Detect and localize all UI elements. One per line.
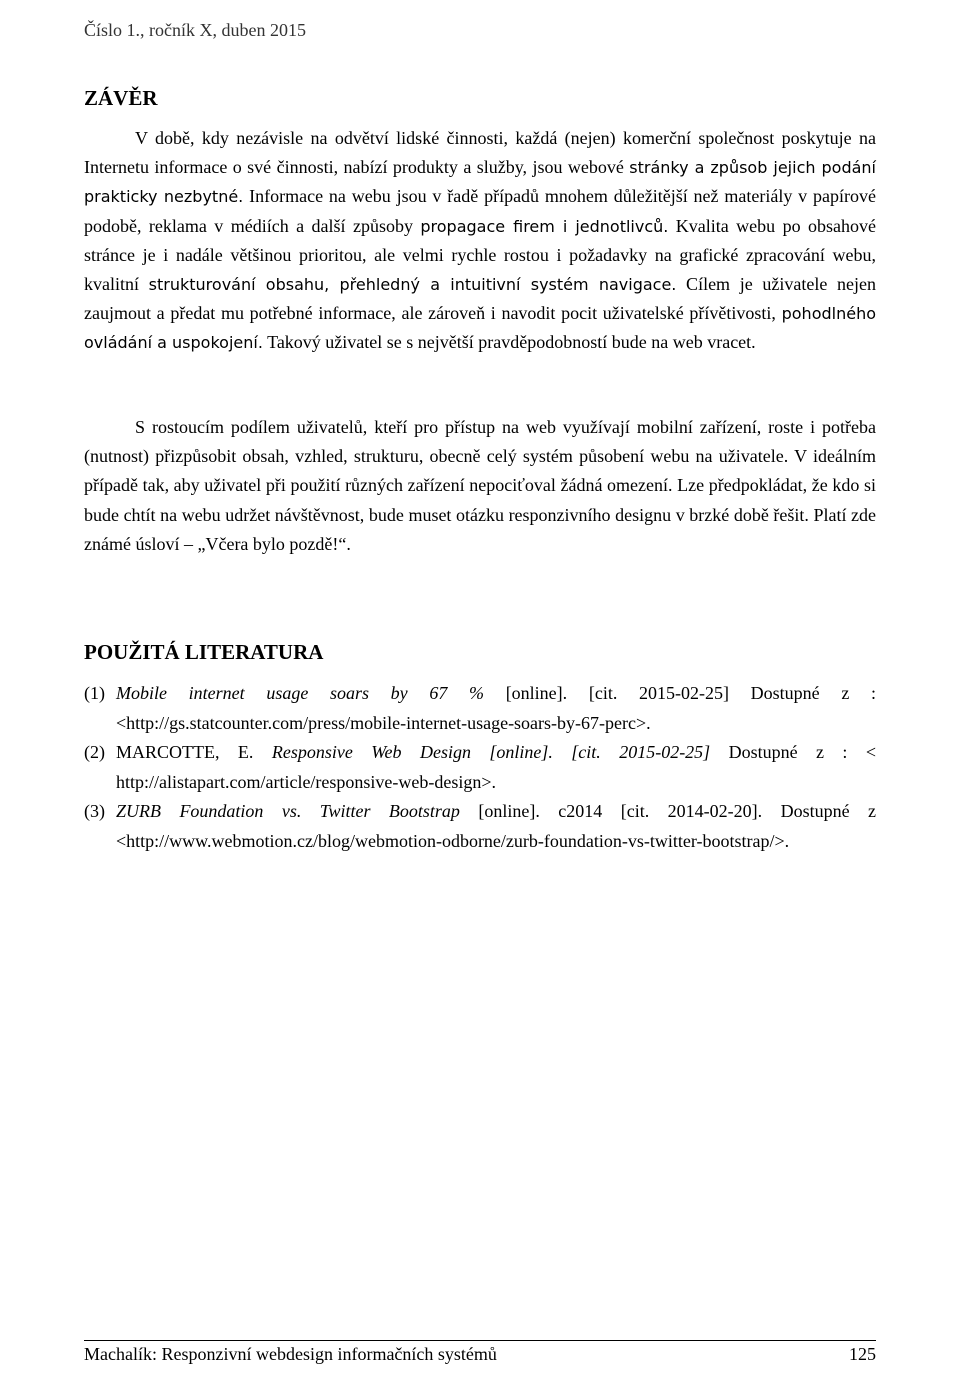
section-title-references: POUŽITÁ LITERATURA xyxy=(84,640,324,664)
reference-list xyxy=(84,679,876,856)
section-title-conclusion: ZÁVĚR xyxy=(84,86,158,110)
reference-title: Mobile internet usage soars by 67 % xyxy=(116,683,485,703)
footer-title: Machalík: Responzivní webdesign informačních systémů xyxy=(84,1344,497,1364)
text-run: Takový uživatel se s největší pravděpodobností bude na web vracet. xyxy=(262,332,756,353)
reference-title: Responsive Web Design [online]. [cit. 2015-02-25] xyxy=(271,742,711,762)
reference-details: [online]. c2014 [cit. 2014-02-20]. Dostupné z <http://www.webmotion.cz/blog/webmotion-odborne/zurb-foundation-vs-twitter-bootstrap/>. xyxy=(116,801,876,851)
page-number: 125 xyxy=(849,1344,876,1364)
running-header: Číslo 1., ročník X, duben 2015 xyxy=(84,20,306,40)
text-run-sans: strukturování obsahu, přehledný a intuitivní systém navigace. xyxy=(148,275,677,295)
reference-item-3 xyxy=(84,797,876,856)
conclusion-paragraph-1 xyxy=(84,124,876,358)
conclusion-paragraph-2: S rostoucím podílem uživatelů, kteří pro přístup na web využívají mobilní zařízení, roste i potřeba (nutnost) přizpůsobit obsah, vzhled, strukturu, obecně celý systém působení webu na uživatele. V ideálním případě tak, aby uživatel při použití různých zařízení nepociťoval žádná omezení. Lze předpokládat, že kdo si bude chtít na webu udržet návštěvnost, bude muset otázku responzivního designu v brzké době řešit. Platí zde známé úsloví – „Včera bylo pozdě!“. xyxy=(84,417,876,554)
reference-title: ZURB Foundation vs. Twitter Bootstrap xyxy=(116,801,460,821)
reference-item-1 xyxy=(84,679,876,738)
reference-number: (2) xyxy=(84,742,105,762)
reference-number: (1) xyxy=(84,683,105,703)
reference-number: (3) xyxy=(84,801,105,821)
text-run-sans: pohodlného ovládání a uspokojení. xyxy=(84,304,876,353)
text-run-sans: stránky a způsob jejich podání prakticky nezbytné. xyxy=(84,158,876,207)
text-run: Cílem je uživatele nejen zaujmout a předat mu potřebné informace, ale zároveň i navodit pocit uživatelské přívětivosti, xyxy=(84,274,877,324)
reference-details: Dostupné z : < http://alistapart.com/article/responsive-web-design>. xyxy=(116,742,876,792)
text-run: Informace na webu jsou v řadě případů mnohem důležitější než materiály v papírové podobě, reklama v médiích a další způsoby xyxy=(84,186,876,236)
footer-rule xyxy=(84,1340,876,1341)
reference-item-2 xyxy=(84,738,876,797)
reference-author: MARCOTTE, E. xyxy=(116,742,272,762)
text-run-sans: propagace firem i jednotlivců. xyxy=(420,216,669,236)
reference-details: [online]. [cit. 2015-02-25] Dostupné z : <http://gs.statcounter.com/press/mobile-internet-usage-soars-by-67-perc>. xyxy=(116,683,876,733)
text-run: V době, kdy nezávisle na odvětví lidské činnosti, každá (nejen) komerční společnost poskytuje na Internetu informace o své činnosti, nabízí produkty a služby, jsou webové xyxy=(84,128,876,178)
text-run: Kvalita webu po obsahové stránce je i nadále většinou prioritou, ale velmi rychle rostou i požadavky na grafické zpracování webu, kvalitní xyxy=(84,215,877,295)
